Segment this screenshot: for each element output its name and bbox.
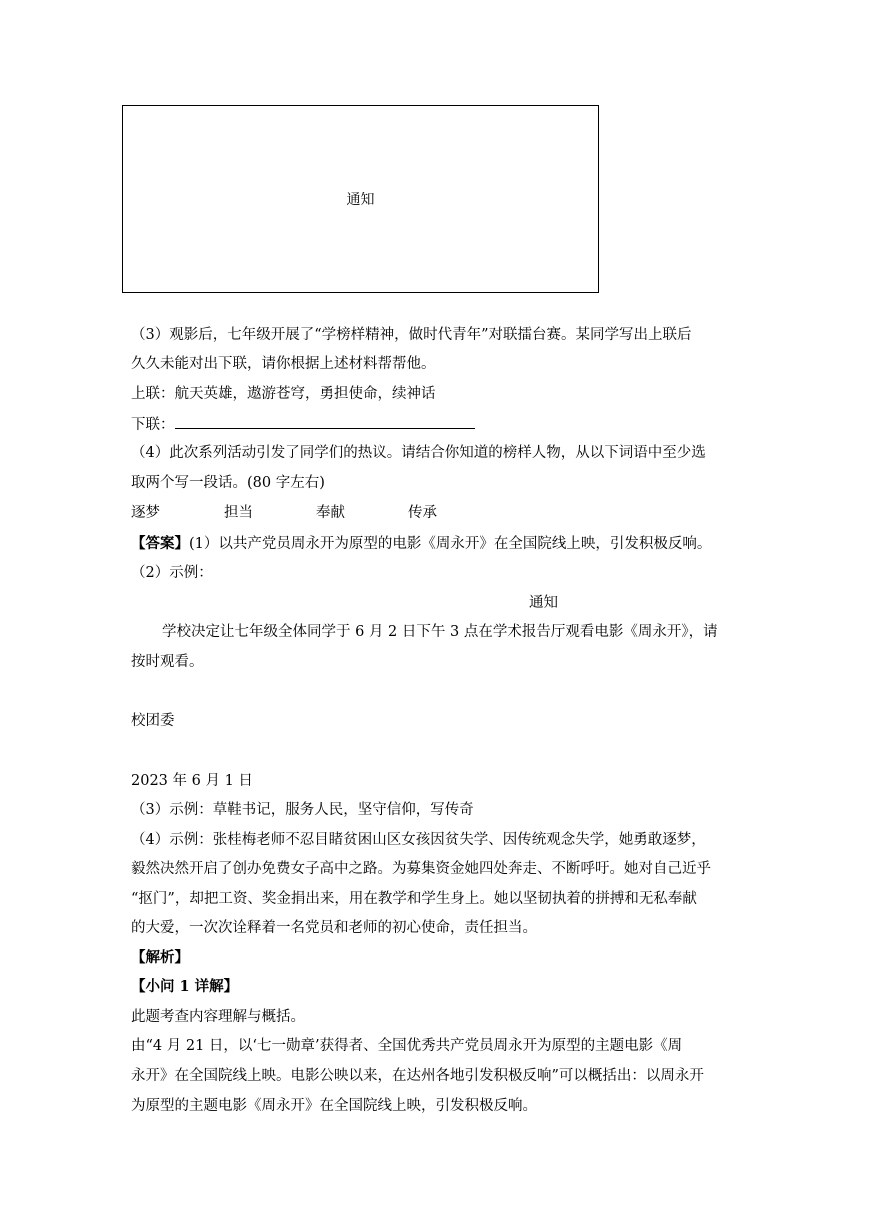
answer-notice-signer: 校团委 — [131, 713, 175, 729]
analysis-sub-label: 【小问 1 详解】 — [131, 978, 239, 995]
q4-line-2: 取两个写一段话。(80 字左右) — [131, 475, 325, 491]
answer-notice-title: 通知 — [529, 595, 558, 611]
answer-4-line-4: 的大爱，一次次诠释着一名党员和老师的初心使命，责任担当。 — [131, 920, 537, 936]
answer-1: (1）以共产党员周永开为原型的电影《周永开》在全国院线上映，引发积极反响。 — [189, 536, 712, 552]
q4-line-1: （4）此次系列活动引发了同学们的热议。请结合你知道的榜样人物，从以下词语中至少选 — [131, 445, 706, 461]
analysis-line-3: 永开》在全国院线上映。电影公映以来，在达州各地引发积极反响”可以概括出：以周永开 — [131, 1068, 704, 1084]
answer-4-line-1: （4）示例：张桂梅老师不忍目睹贫困山区女孩因贫失学、因传统观念失学，她勇敢逐梦， — [131, 832, 706, 848]
analysis-line-4: 为原型的主题电影《周永开》在全国院线上映，引发积极反响。 — [131, 1098, 537, 1114]
answer-4-line-2: 毅然决然开启了创办免费女子高中之路。为募集资金她四处奔走、不断呼吁。她对自己近乎 — [131, 861, 711, 877]
answer-2-label: （2）示例： — [131, 565, 213, 581]
analysis-label: 【解析】 — [131, 949, 189, 966]
analysis-line-1: 此题考查内容理解与概括。 — [131, 1009, 305, 1025]
notice-answer-box — [122, 105, 599, 293]
word-option-2: 担当 — [224, 505, 253, 521]
q3-line-1: （3）观影后，七年级开展了“学榜样精神，做时代青年”对联擂台赛。某同学写出上联后 — [131, 327, 692, 343]
notice-box-title: 通知 — [346, 192, 375, 208]
answer-notice-date: 2023 年 6 月 1 日 — [131, 773, 253, 789]
lower-couplet-row — [131, 414, 475, 435]
lower-couplet-blank — [175, 414, 475, 429]
q3-line-2: 久久未能对出下联，请你根据上述材料帮帮他。 — [131, 356, 436, 372]
answer-1-row — [131, 534, 711, 554]
answer-notice-body-1: 学校决定让七年级全体同学于 6 月 2 日下午 3 点在学术报告厅观看电影《周永开》，请 — [162, 624, 718, 640]
word-option-4: 传承 — [408, 505, 437, 521]
answer-4-line-3: “抠门”，却把工资、奖金捐出来，用在教学和学生身上。她以坚韧执着的拼搏和无私奉献 — [131, 891, 697, 907]
word-option-3: 奉献 — [316, 505, 345, 521]
answer-notice-body-2: 按时观看。 — [131, 654, 204, 670]
word-option-1: 逐梦 — [131, 505, 160, 521]
answer-label: 【答案】 — [131, 535, 189, 552]
analysis-line-2: 由“4 月 21 日，以‘七一勋章’获得者、全国优秀共产党员周永开为原型的主题电影《周 — [131, 1038, 683, 1054]
lower-couplet-label: 下联： — [131, 417, 175, 433]
answer-3: （3）示例：草鞋书记，服务人民，坚守信仰，写传奇 — [131, 802, 474, 818]
upper-couplet: 上联：航天英雄，遨游苍穹，勇担使命，续神话 — [131, 386, 436, 402]
